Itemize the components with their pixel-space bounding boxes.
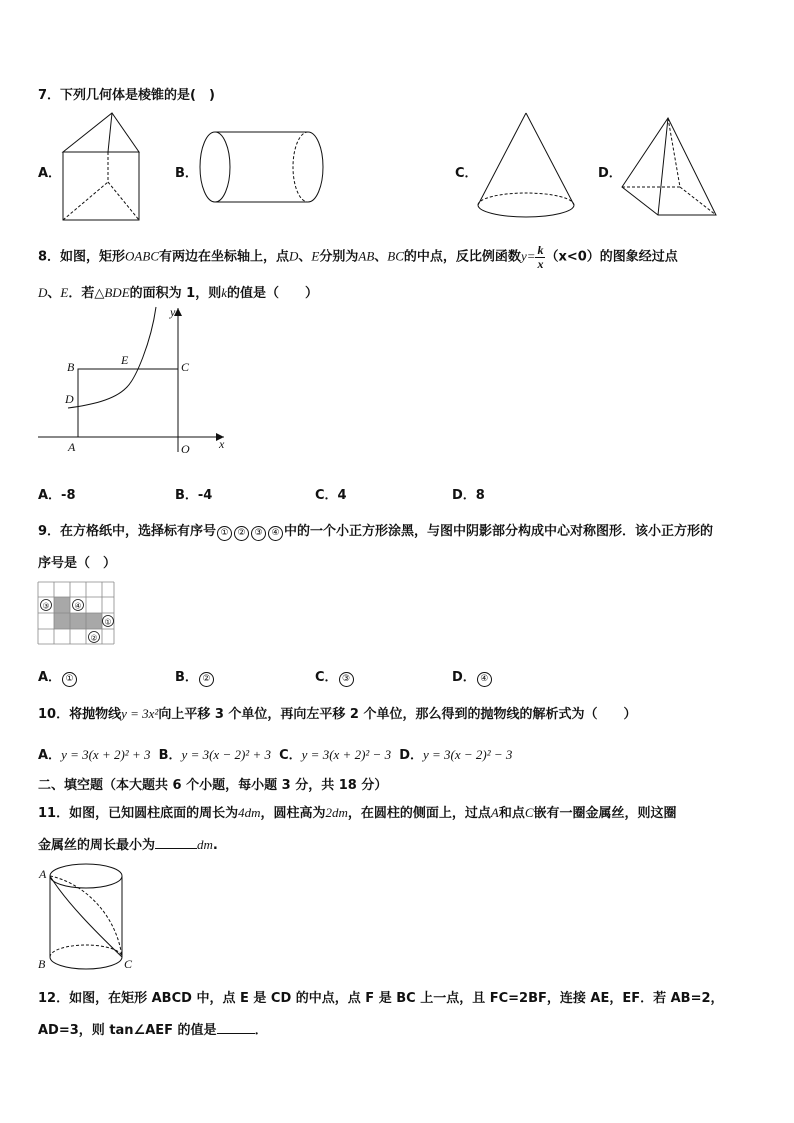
- x-axis-label: x: [219, 437, 225, 451]
- section-title: 二、填空题（本大题共 6 个小题，每小题 3 分，共 18 分）: [38, 778, 388, 793]
- answer-blank[interactable]: [217, 1033, 255, 1034]
- grid-label-2: ②: [90, 633, 98, 643]
- q8-option-b: B．-4: [175, 488, 213, 503]
- q10-text: 10．将抛物线y = 3x²向上平移 3 个单位，再向左平移 2 个单位，那么得到的抛物线的解析式为（ ）: [38, 706, 637, 722]
- q12-line2: AD=3，则 tan∠AEF 的值是 ．: [38, 1023, 268, 1038]
- q7-option-a: A．: [38, 166, 62, 181]
- q7-option-d: D．: [598, 166, 622, 181]
- q12-line1: 12．如图，在矩形 ABCD 中，点 E 是 CD 的中点，点 F 是 BC 上一点，且 FC=2BF，连接 AE，EF．若 AB=2，: [38, 991, 724, 1006]
- q8-option-d: D．8: [452, 488, 485, 503]
- q9-line1: 9．在方格纸中，选择标有序号 ① ② ③ ④ 中的一个小正方形涂黑，与图中阴影部分构成中心对称图形．该小正方形的: [38, 524, 714, 539]
- q11-line2: 金属丝的周长最小为 dm.: [38, 837, 218, 853]
- q11-line1: 11．如图，已知圆柱底面的周长为4dm，圆柱高为2dm，在圆柱的侧面上，过点A和点C嵌有一圈金属丝，则这圈: [38, 805, 677, 821]
- answer-blank[interactable]: [155, 848, 197, 849]
- grid-label-3: ③: [42, 601, 50, 611]
- q8-coordinate-figure: [36, 302, 236, 462]
- q8-option-a: A．-8: [38, 488, 76, 503]
- grid-label-1: ①: [104, 617, 112, 627]
- q7-cone-figure: [474, 110, 578, 222]
- q9-line2: 序号是（ ）: [38, 556, 117, 571]
- q9-option-a: A． ①: [38, 666, 78, 687]
- point-b-label: B: [67, 360, 75, 374]
- q9-option-d: D． ④: [452, 666, 493, 687]
- q7-cylinder-figure: [198, 130, 326, 206]
- point-c-label: C: [124, 957, 133, 971]
- q7-pyramid-figure: [618, 115, 720, 220]
- point-b-label: B: [38, 957, 46, 971]
- point-o-label: O: [181, 442, 190, 456]
- q10-options: A．y = 3(x + 2)² + 3 B．y = 3(x − 2)² + 3 C．y = 3(x + 2)² − 3 D．y = 3(x − 2)² − 3: [38, 747, 513, 763]
- q9-option-b: B． ②: [175, 666, 215, 687]
- k-over-x-fraction: $\frac{k}{x}$: [537, 243, 544, 271]
- point-a-label: A: [39, 867, 47, 881]
- q8-line2: D、E．若△BDE的面积为 1，则k的值是（ ）: [38, 285, 319, 301]
- q7-text: 7．下列几何体是棱锥的是( ): [38, 88, 215, 103]
- point-d-label: D: [65, 392, 74, 406]
- grid-label-4: ④: [74, 601, 82, 611]
- q7-option-b: B．: [175, 166, 198, 181]
- q7-option-c: C．: [455, 166, 478, 181]
- q8-option-c: C．4: [315, 488, 347, 503]
- q8-line1: 8．如图，矩形OABC有两边在坐标轴上，点D、E分别为AB、BC的中点，反比例函数y= $\frac{k}{x}$ （x<0）的图象经过点: [38, 243, 678, 271]
- point-c-label: C: [181, 360, 190, 374]
- q7-prism-figure: [60, 110, 142, 222]
- point-e-label: E: [121, 353, 129, 367]
- q9-grid-figure: [38, 582, 116, 646]
- point-a-label: A: [68, 440, 76, 454]
- q11-cylinder-figure: [36, 862, 136, 972]
- q9-option-c: C． ③: [315, 666, 355, 687]
- y-axis-label: y: [170, 305, 176, 319]
